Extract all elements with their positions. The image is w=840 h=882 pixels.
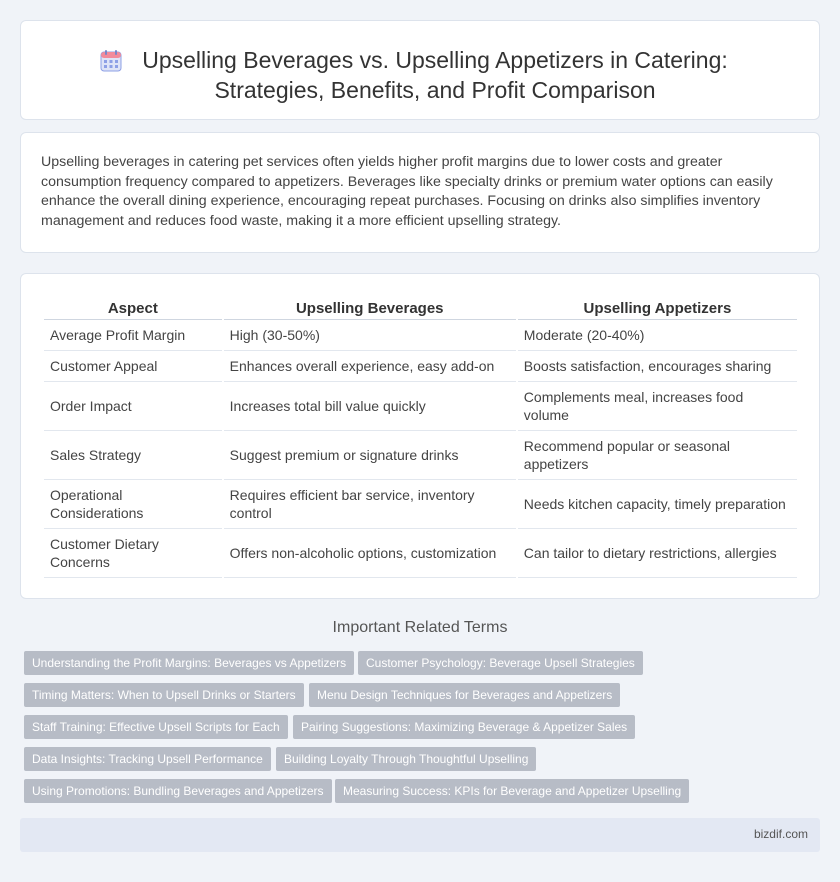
related-term-tag[interactable]: Measuring Success: KPIs for Beverage and Appetizer Upselling — [335, 779, 689, 803]
table-cell: Enhances overall experience, easy add-on — [224, 351, 516, 382]
intro-card — [20, 132, 820, 253]
header-card — [20, 20, 820, 120]
comparison-table — [42, 294, 799, 578]
table-cell: Moderate (20-40%) — [518, 320, 797, 351]
related-term-tag[interactable]: Staff Training: Effective Upsell Scripts for Each — [24, 715, 288, 739]
table-cell: Order Impact — [44, 382, 222, 431]
related-term-tag[interactable]: Understanding the Profit Margins: Beverages vs Appetizers — [24, 651, 354, 675]
table-row — [44, 431, 797, 480]
table-cell: Sales Strategy — [44, 431, 222, 480]
table-row — [44, 382, 797, 431]
related-terms-title: Important Related Terms — [332, 619, 508, 636]
table-cell: High (30-50%) — [224, 320, 516, 351]
table-cell: Can tailor to dietary restrictions, allergies — [518, 529, 797, 578]
table-cell: Boosts satisfaction, encourages sharing — [518, 351, 797, 382]
page-title — [21, 45, 819, 105]
table-cell: Increases total bill value quickly — [224, 382, 516, 431]
header-aspect: Aspect — [44, 294, 222, 320]
title-line-2: Strategies, Benefits, and Profit Comparison — [214, 77, 656, 103]
table-cell: Requires efficient bar service, inventory control — [224, 480, 516, 529]
header-appetizers: Upselling Appetizers — [518, 294, 797, 320]
table-row — [44, 320, 797, 351]
table-cell: Complements meal, increases food volume — [518, 382, 797, 431]
table-row — [44, 351, 797, 382]
related-term-tag[interactable]: Timing Matters: When to Upsell Drinks or Starters — [24, 683, 304, 707]
table-cell: Customer Appeal — [44, 351, 222, 382]
table-cell: Average Profit Margin — [44, 320, 222, 351]
calendar-icon — [99, 49, 123, 73]
footer — [20, 818, 820, 852]
table-cell: Offers non-alcoholic options, customization — [224, 529, 516, 578]
related-term-tag[interactable]: Pairing Suggestions: Maximizing Beverage & Appetizer Sales — [293, 715, 635, 739]
table-row — [44, 480, 797, 529]
comparison-table-card — [20, 273, 820, 599]
related-term-tag[interactable]: Customer Psychology: Beverage Upsell Strategies — [358, 651, 643, 675]
table-cell: Suggest premium or signature drinks — [224, 431, 516, 480]
intro-paragraph: Upselling beverages in catering pet services often yields higher profit margins due to lower costs and greater consumption frequency compared to appetizers. Beverages like specialty drinks or premium water options can easily enhance the overall dining experience, encouraging repeat purchases. Focusing on drinks also simplifies inventory management and reduces food waste, making it a more efficient upselling strategy. — [41, 154, 773, 229]
table-cell: Operational Considerations — [44, 480, 222, 529]
table-cell: Recommend popular or seasonal appetizers — [518, 431, 797, 480]
header-beverages: Upselling Beverages — [224, 294, 516, 320]
table-header-row — [44, 294, 797, 320]
related-term-tag[interactable]: Data Insights: Tracking Upsell Performance — [24, 747, 271, 771]
title-line-1: Upselling Beverages vs. Upselling Appetizers in Catering: — [142, 47, 728, 73]
footer-site-link[interactable]: bizdif.com — [753, 827, 808, 841]
related-term-tag[interactable]: Menu Design Techniques for Beverages and Appetizers — [309, 683, 620, 707]
related-term-tag[interactable]: Building Loyalty Through Thoughtful Upselling — [276, 747, 536, 771]
table-cell: Needs kitchen capacity, timely preparation — [518, 480, 797, 529]
table-row — [44, 529, 797, 578]
related-term-tag[interactable]: Using Promotions: Bundling Beverages and Appetizers — [24, 779, 332, 803]
table-cell: Customer Dietary Concerns — [44, 529, 222, 578]
